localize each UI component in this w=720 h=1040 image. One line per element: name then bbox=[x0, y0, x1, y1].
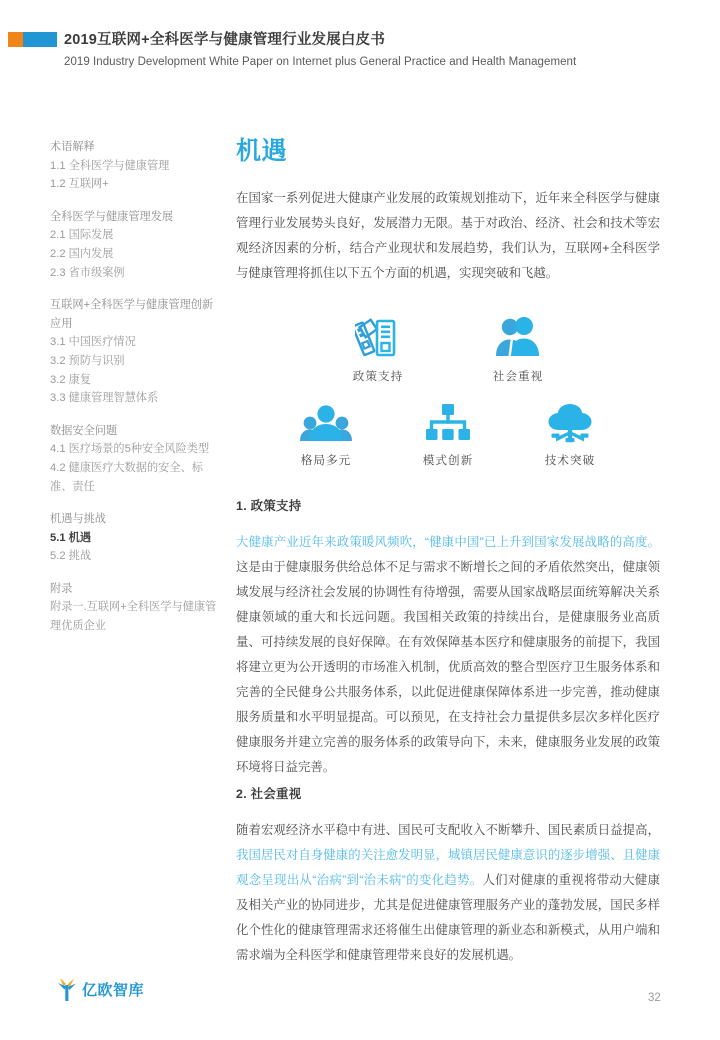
orange-swatch-icon bbox=[8, 32, 23, 47]
header-color-swatches bbox=[8, 32, 57, 47]
icon-cell-social-attention bbox=[476, 314, 560, 384]
icon-row-1 bbox=[236, 314, 660, 384]
toc-group bbox=[50, 138, 222, 194]
icon-label: 技术突破 bbox=[544, 454, 596, 467]
icon-cell-policy-support bbox=[336, 314, 420, 384]
highlighted-sentence: 我国居民对自身健康的关注愈发明显，城镇居民健康意识的逐步增强、且健康观念呈现出从“治病”到“治未病”的变化趋势。 bbox=[236, 848, 660, 887]
section-social-attention bbox=[236, 784, 660, 968]
toc-item[interactable]: 3.3 健康管理智慧体系 bbox=[50, 392, 159, 405]
section-body-rest: 这是由于健康服务供给总体不足与需求不断增长之间的矛盾依然突出，健康领域发展与经济社会发展的协调性有待增强，需要从国家战略层面统筹解决关系健康领域的重大和长远问题。我国相关政策的持续出台，是健康服务业高质量、可持续发展的良好保障。在有效保障基本医疗和健康服务的前提下，我国将建立更为公开透明的市场准入机制，优质高效的整合型医疗卫生服务体系和完善的全民健身公共服务体系，以此促进健康保障体系进一步完善，推动健康服务质量和水平明显提高。可以预见，在支持社会力量提供多层次多样化医疗健康服务并建立完善的服务体系的政策导向下，未来，健康服务业发展的政策环境将日益完善。 bbox=[236, 560, 660, 774]
toc-group-heading[interactable]: 术语解释 bbox=[50, 141, 95, 153]
section-body bbox=[236, 818, 660, 968]
section-policy-support bbox=[236, 496, 660, 780]
documents-icon bbox=[355, 314, 401, 360]
icon-cell-tech-breakthrough bbox=[528, 398, 612, 468]
tree-network-icon bbox=[546, 398, 594, 444]
toc-group bbox=[50, 422, 222, 496]
toc-item[interactable]: 4.1 医疗场景的5种安全风险类型 bbox=[50, 443, 210, 456]
icon-label: 政策支持 bbox=[352, 370, 404, 383]
page-footer bbox=[0, 972, 720, 1022]
toc-group bbox=[50, 510, 222, 566]
header-title-en: 2019 Industry Development White Paper on Internet plus General Practice and Health Management bbox=[64, 56, 577, 68]
section-heading: 2. 社会重视 bbox=[236, 787, 302, 801]
page-title: 机遇 bbox=[236, 137, 288, 165]
toc-item[interactable]: 1.2 互联网+ bbox=[50, 178, 109, 191]
toc-group-heading[interactable]: 全科医学与健康管理发展 bbox=[50, 210, 174, 223]
toc-group bbox=[50, 580, 222, 636]
logo-mark-icon bbox=[56, 976, 78, 1002]
toc-item[interactable]: 3.2 预防与识别 bbox=[50, 354, 125, 367]
opportunity-icon-grid bbox=[236, 314, 660, 468]
header-title-cn: 2019互联网+全科医学与健康管理行业发展白皮书 bbox=[64, 32, 386, 48]
section-body-rest: 人们对健康的重视将带动大健康及相关产业的协同进步，尤其是促进健康管理服务产业的蓬勃发展，国民多样化个性化的健康管理需求还将催生出健康管理的新业态和新模式，从用户端和需求端为全科医学和健康管理带来良好的发展机遇。 bbox=[236, 873, 661, 962]
highlighted-sentence: 大健康产业近年来政策暖风频吹，“健康中国”已上升到国家发展战略的高度。 bbox=[236, 535, 660, 549]
people-group-icon bbox=[300, 398, 352, 444]
toc-item[interactable]: 附录一.互联网+全科医学与健康管理优质企业 bbox=[50, 601, 217, 633]
section-body bbox=[236, 530, 660, 780]
toc-item[interactable]: 3.1 中国医疗情况 bbox=[50, 336, 136, 349]
toc-group bbox=[50, 296, 222, 408]
toc-item[interactable]: 1.1 全科医学与健康管理 bbox=[50, 159, 170, 172]
toc-group bbox=[50, 208, 222, 282]
page-number: 32 bbox=[648, 992, 661, 1004]
toc-group-heading[interactable]: 附录 bbox=[50, 582, 73, 595]
toc-group-heading[interactable]: 互联网+全科医学与健康管理创新应用 bbox=[50, 299, 214, 330]
toc-item[interactable]: 5.1 机遇 bbox=[50, 531, 92, 544]
main-content bbox=[236, 136, 660, 972]
section-body-lead: 随着宏观经济水平稳中有进、国民可支配收入不断攀升、国民素质日益提高， bbox=[236, 823, 660, 837]
icon-label: 社会重视 bbox=[492, 370, 544, 383]
blue-swatch-icon bbox=[23, 32, 57, 47]
logo-text: 亿欧智库 bbox=[82, 981, 145, 999]
toc-group-heading[interactable]: 机遇与挑战 bbox=[50, 513, 106, 526]
icon-row-2 bbox=[236, 398, 660, 468]
toc-group-heading[interactable]: 数据安全问题 bbox=[50, 424, 118, 437]
toc-item[interactable]: 5.2 挑战 bbox=[50, 550, 92, 563]
icon-label: 模式创新 bbox=[422, 454, 474, 467]
toc-item[interactable]: 4.2 健康医疗大数据的安全、标准、责任 bbox=[50, 461, 203, 493]
icon-label: 格局多元 bbox=[300, 454, 352, 467]
icon-cell-model-innovation bbox=[406, 398, 490, 468]
toc-item[interactable]: 2.1 国际发展 bbox=[50, 229, 114, 242]
page-header bbox=[0, 28, 720, 90]
brand-logo bbox=[56, 976, 144, 1002]
toc-item[interactable]: 3.2 康复 bbox=[50, 373, 92, 386]
section-heading: 1. 政策支持 bbox=[236, 499, 302, 513]
icon-cell-diverse-landscape bbox=[284, 398, 368, 468]
org-chart-icon bbox=[425, 398, 471, 444]
intro-paragraph: 在国家一系列促进大健康产业发展的政策规划推动下，近年来全科医学与健康管理行业发展势头良好，发展潜力无限。基于对政治、经济、社会和技术等宏观经济因素的分析，结合产业现状和发展趋势，我们认为，互联网+全科医学与健康管理将抓住以下五个方面的机遇，实现突破和飞越。 bbox=[236, 191, 660, 280]
two-people-icon bbox=[494, 314, 542, 360]
toc-item[interactable]: 2.3 省市级案例 bbox=[50, 266, 125, 279]
toc-item[interactable]: 2.2 国内发展 bbox=[50, 247, 114, 260]
table-of-contents bbox=[50, 138, 222, 636]
